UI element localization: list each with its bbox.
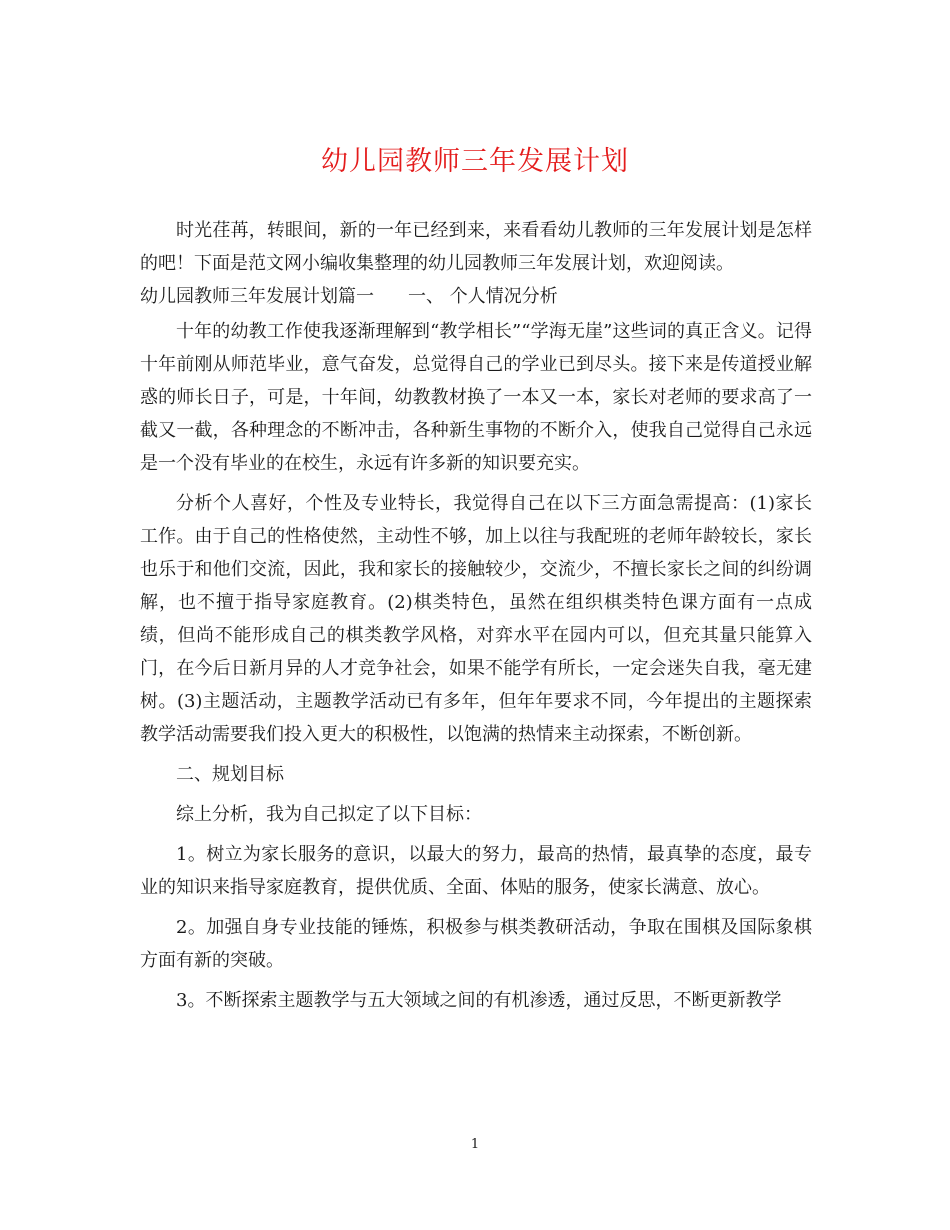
goal-item-2: 2。加强自身专业技能的锤炼，积极参与棋类教研活动，争取在围棋及国际象棋方面有新的突破。 <box>140 917 812 971</box>
heading-plan-goals: 二、规划目标 <box>176 764 284 785</box>
goal-item-1: 1。树立为家长服务的意识，以最大的努力，最高的热情，最真挚的态度，最专业的知识来指导家庭教育，提供优质、全面、体贴的服务，使家长满意、放心。 <box>140 844 812 898</box>
paragraph-1: 十年的幼教工作使我逐渐理解到“教学相长”“学海无崖”这些词的真正含义。记得十年前刚从师范毕业，意气奋发，总觉得自己的学业已到尽头。接下来是传道授业解惑的师长日子，可是，十年间，幼教教材换了一本又一本，家长对老师的要求高了一截又一截，各种理念的不断冲击，各种新生事物的不断介入，使我自己觉得自己永远是一个没有毕业的在校生，永远有许多新的知识要充实。 <box>140 321 812 474</box>
section-heading-b: 一、 个人情况分析 <box>408 286 558 307</box>
page-number: 1 <box>470 1137 480 1152</box>
document-body <box>140 214 812 1017</box>
goal-item-3: 3。不断探索主题教学与五大领域之间的有机渗透，通过反思，不断更新教学 <box>176 990 782 1011</box>
document-title: 幼儿园教师三年发展计划 <box>321 146 629 177</box>
paragraph-3: 综上分析，我为自己拟定了以下目标： <box>176 804 482 825</box>
paragraph-2: 分析个人喜好，个性及专业特长，我觉得自己在以下三方面急需提高：(1)家长工作。由于自己的性格使然，主动性不够，加上以往与我配班的老师年龄较长，家长也乐于和他们交流，因此，我和家长的接触较少，交流少，不擅长家长之间的纠纷调解，也不擅于指导家庭教育。(2)棋类特色，虽然在组织棋类特色课方面有一点成绩，但尚不能形成自己的棋类教学风格，对弈水平在园内可以，但充其量只能算入门，在今后日新月异的人才竞争社会，如果不能学有所长，一定会迷失自我，毫无建树。(3)主题活动，主题教学活动已有多年，但年年要求不同，今年提出的主题探索教学活动需要我们投入更大的积极性，以饱满的热情来主动探索，不断创新。 <box>140 493 812 745</box>
section-heading-line <box>140 280 812 313</box>
section-heading-a: 幼儿园教师三年发展计划篇一 <box>140 286 374 307</box>
intro-paragraph: 时光荏苒，转眼间，新的一年已经到来，来看看幼儿教师的三年发展计划是怎样的吧！下面是范文网小编收集整理的幼儿园教师三年发展计划，欢迎阅读。 <box>140 220 812 274</box>
